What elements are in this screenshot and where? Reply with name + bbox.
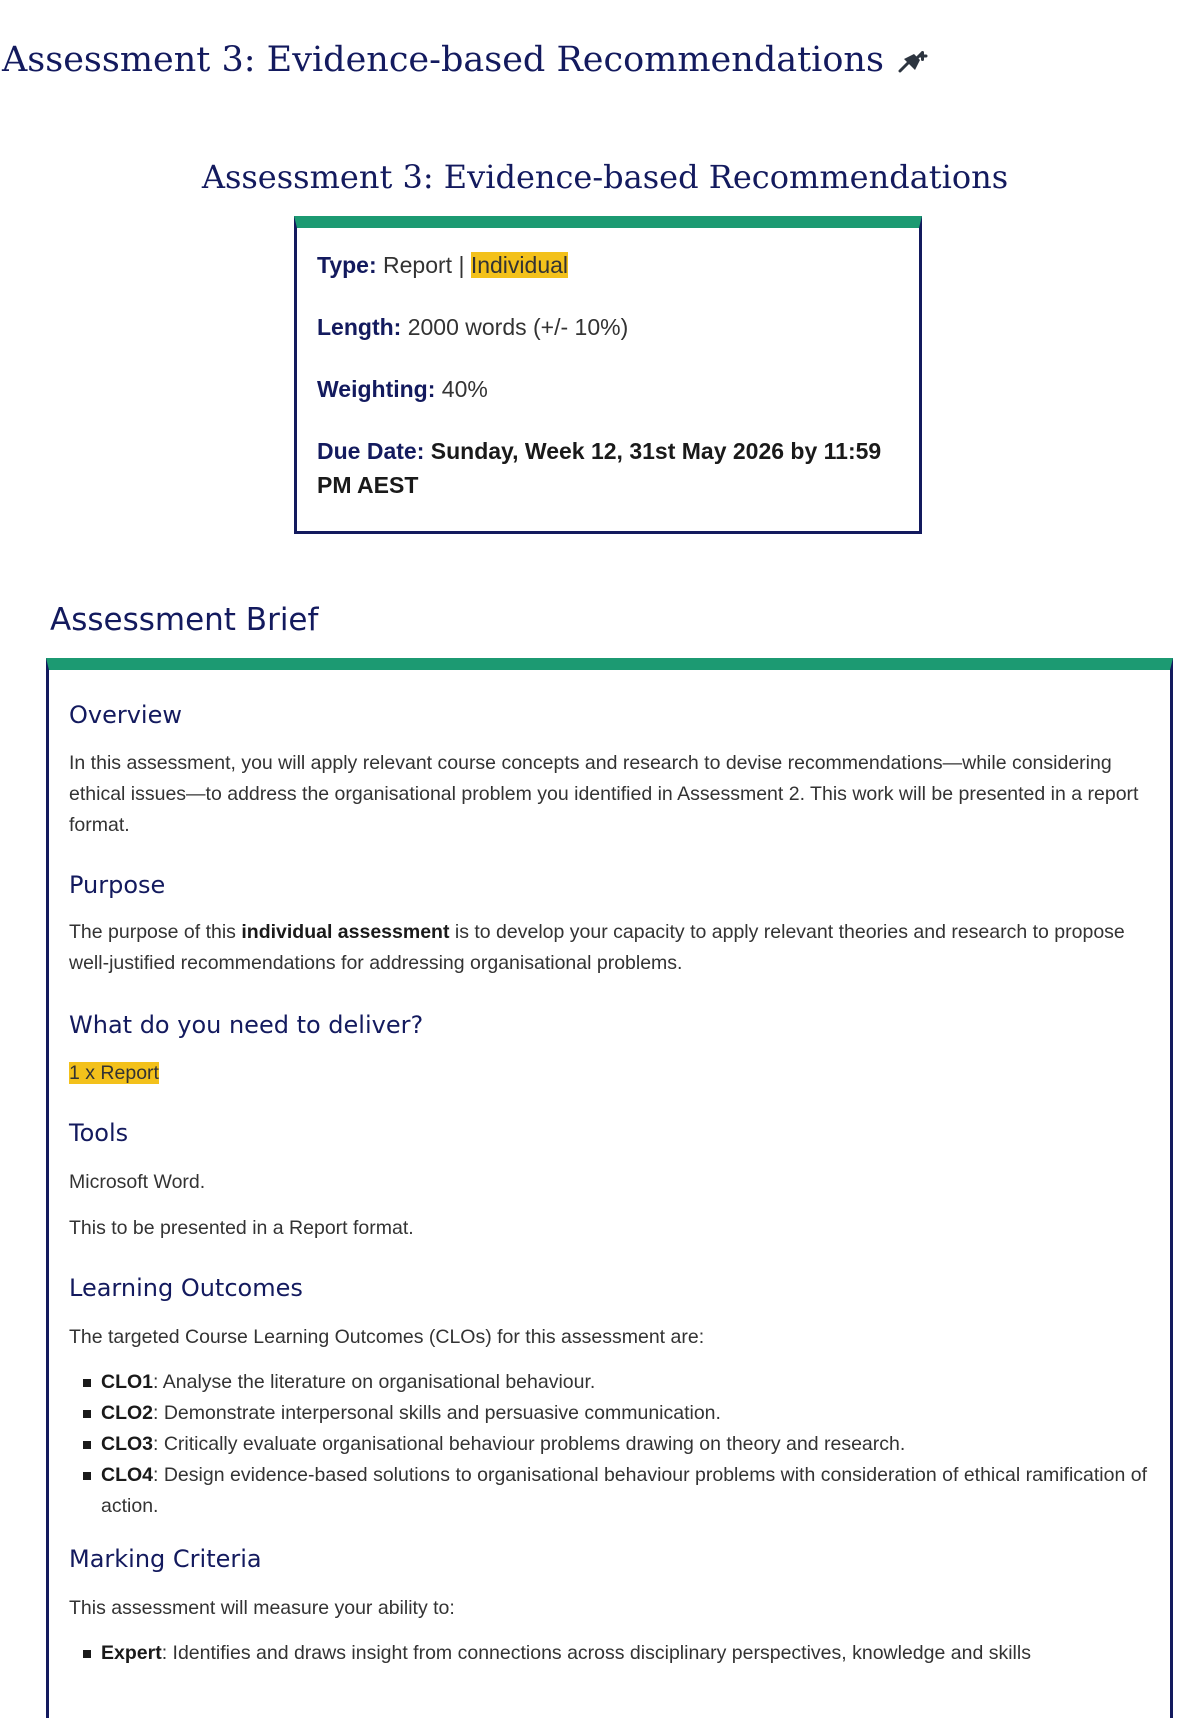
type-label: Type: xyxy=(317,252,377,278)
due-label: Due Date: xyxy=(317,438,425,464)
clo-text: : Critically evaluate organisational behaviour problems drawing on theory and research. xyxy=(153,1433,906,1455)
purpose-text xyxy=(69,917,1139,979)
type-value: Report | xyxy=(383,252,465,278)
list-item xyxy=(81,1638,1161,1669)
deliver-heading: What do you need to deliver? xyxy=(69,1011,424,1039)
pin-icon[interactable] xyxy=(898,42,928,82)
assessment-summary-box xyxy=(294,216,922,534)
clo-text: : Demonstrate interpersonal skills and persuasive communication. xyxy=(153,1402,721,1424)
outcomes-heading: Learning Outcomes xyxy=(69,1274,303,1302)
deliver-item xyxy=(69,1058,1139,1089)
brief-title: Assessment Brief xyxy=(50,602,319,638)
criteria-heading: Marking Criteria xyxy=(69,1545,262,1573)
criteria-text: : Identifies and draws insight from connections across disciplinary perspectives, knowledge and skills xyxy=(161,1642,1031,1664)
page-title-text: Assessment 3: Evidence-based Recommendations xyxy=(2,40,884,80)
clo-code: CLO2 xyxy=(101,1402,154,1424)
purpose-text-before: The purpose of this xyxy=(69,921,242,943)
criteria-code: Expert xyxy=(101,1642,162,1664)
overview-heading: Overview xyxy=(69,701,182,729)
deliver-item-text: 1 x Report xyxy=(69,1062,159,1084)
purpose-text-bold: individual assessment xyxy=(241,921,450,943)
due-row xyxy=(317,434,899,502)
length-label: Length: xyxy=(317,314,402,340)
due-value: Sunday, Week 12, 31st May 2026 by 11:59 PM AEST xyxy=(317,438,882,498)
assessment-brief-box xyxy=(46,658,1173,1718)
list-item xyxy=(81,1367,1161,1398)
weighting-row xyxy=(317,372,899,406)
purpose-text-after: is to develop your capacity to apply relevant theories and research to propose well-justified recommendations for addressing organisational problems. xyxy=(69,921,1125,974)
clo-text: : Design evidence-based solutions to organisational behaviour problems with consideration of ethical ramification of action. xyxy=(101,1464,1147,1517)
summary-title: Assessment 3: Evidence-based Recommendations xyxy=(201,158,1009,196)
outcomes-intro: The targeted Course Learning Outcomes (CLOs) for this assessment are: xyxy=(69,1326,705,1348)
weighting-label: Weighting: xyxy=(317,376,436,402)
clo-text: : Analyse the literature on organisational behaviour. xyxy=(153,1371,596,1393)
type-row xyxy=(317,248,899,282)
purpose-heading: Purpose xyxy=(69,871,166,899)
clo-code: CLO3 xyxy=(101,1433,154,1455)
tools-line-2: This to be presented in a Report format. xyxy=(69,1217,414,1239)
list-item xyxy=(81,1398,1161,1429)
type-highlight: Individual xyxy=(470,252,569,278)
length-row xyxy=(317,310,899,344)
clo-code: CLO1 xyxy=(101,1371,154,1393)
page-title xyxy=(2,40,928,82)
clo-code: CLO4 xyxy=(101,1464,154,1486)
tools-line-1: Microsoft Word. xyxy=(69,1171,206,1193)
list-item xyxy=(81,1429,1161,1460)
length-value: 2000 words (+/- 10%) xyxy=(407,314,629,340)
overview-text: In this assessment, you will apply relevant course concepts and research to devise recommendations—while considering ethical issues—to address the organisational problem you identified in Assessment 2. This work will be presented in a report format. xyxy=(69,752,1139,836)
tools-heading: Tools xyxy=(69,1119,129,1147)
list-item xyxy=(81,1460,1161,1522)
criteria-intro: This assessment will measure your ability to: xyxy=(69,1597,455,1619)
weighting-value: 40% xyxy=(441,376,488,402)
